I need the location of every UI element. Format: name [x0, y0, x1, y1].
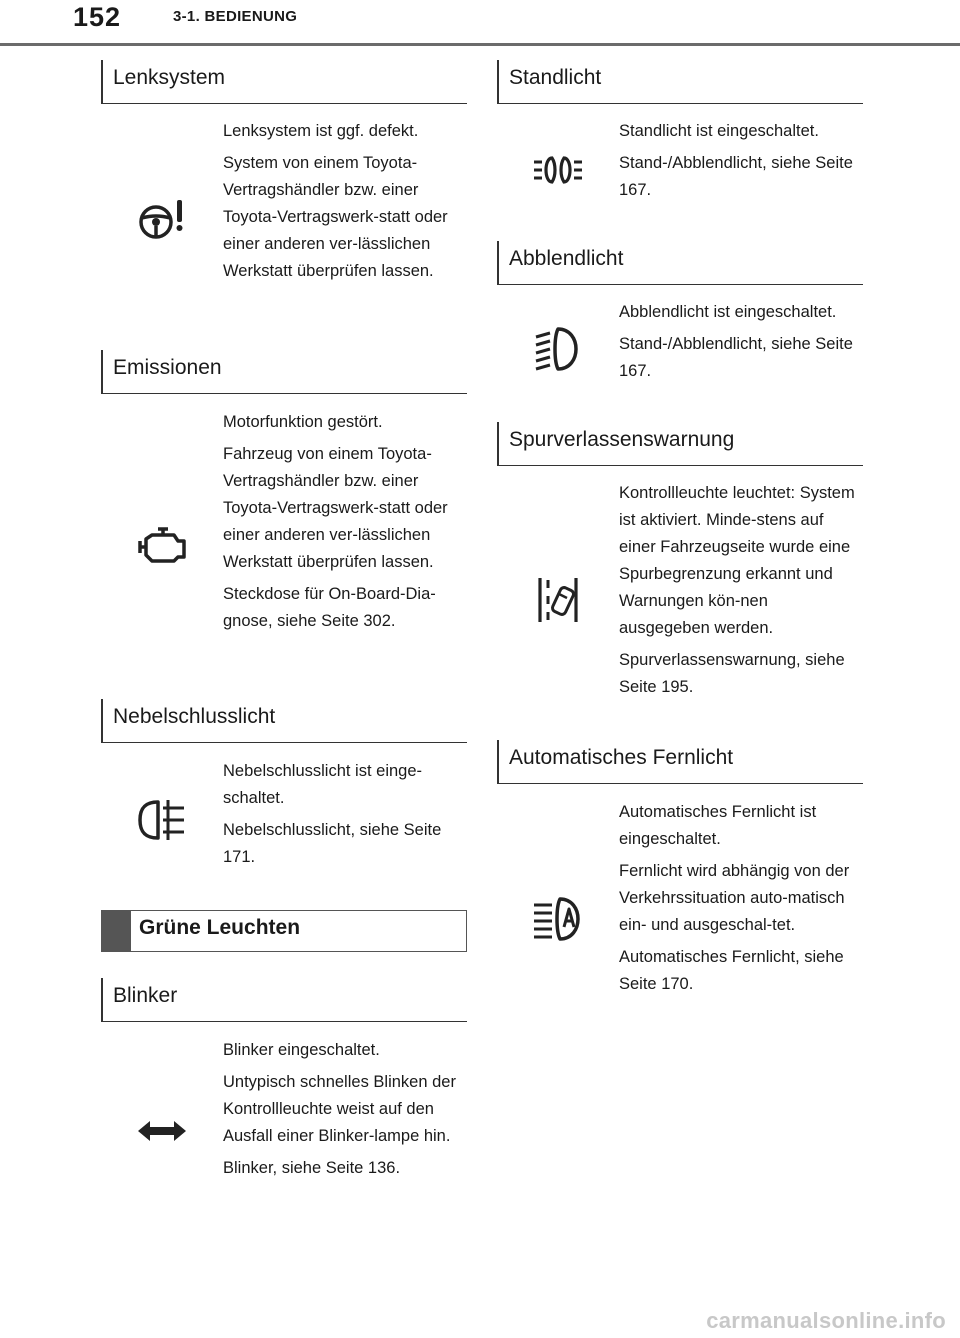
section-header-nebelschlusslicht: [101, 699, 467, 743]
entry-text: [619, 299, 859, 390]
entry-text: [619, 118, 859, 209]
text-line: System von einem Toyota-Vertragshändler bzw. einer Toyota-Vertragswerk-statt oder einer anderen ver-lässlichen Werkstatt überprüfen lassen.: [223, 154, 448, 280]
text-line: Fernlicht wird abhängig von der Verkehrssituation auto-matisch ein- und ausgeschal-tet.: [619, 862, 850, 934]
rear-fog-light-icon: [136, 794, 188, 846]
section-title: Lenksystem: [113, 66, 226, 89]
text-line: Blinker, siehe Seite 136.: [223, 1159, 401, 1177]
page-header: [0, 0, 960, 46]
section-title: Automatisches Fernlicht: [509, 746, 734, 769]
entry-text: [223, 1037, 463, 1187]
text-line: Motorfunktion gestört.: [223, 413, 383, 431]
section-header-lenksystem: [101, 60, 467, 104]
watermark: carmanualsonline.info: [706, 1308, 946, 1333]
section-header-automatisches-fernlicht: [497, 740, 863, 784]
steering-warning-icon: [136, 194, 188, 246]
section-title: Nebelschlusslicht: [113, 705, 276, 728]
text-line: Abblendlicht ist eingeschaltet.: [619, 303, 837, 321]
entry-text: [619, 799, 859, 1003]
text-line: Stand-/Abblendlicht, siehe Seite 167.: [619, 154, 853, 199]
section-header-gruene-leuchten: [101, 910, 467, 952]
text-line: Automatisches Fernlicht ist eingeschaltet.: [619, 803, 817, 848]
text-line: Blinker eingeschaltet.: [223, 1041, 380, 1059]
section-header-emissionen: [101, 350, 467, 394]
entry-text: [223, 758, 463, 876]
section-title: Abblendlicht: [509, 247, 624, 270]
section-header-standlicht: [497, 60, 863, 104]
entry-text: [223, 409, 463, 640]
section-title: Grüne Leuchten: [139, 916, 301, 939]
text-line: Steckdose für On-Board-Dia-gnose, siehe Seite 302.: [223, 585, 436, 630]
section-title: Blinker: [113, 984, 178, 1007]
entry-text: [619, 480, 859, 706]
header-bar: [102, 911, 131, 951]
engine-icon: [136, 519, 188, 571]
section-title: Standlicht: [509, 66, 602, 89]
entry-text: [223, 118, 463, 290]
text-line: Untypisch schnelles Blinken der Kontrollleuchte weist auf den Ausfall einer Blinker-lampe hin.: [223, 1073, 456, 1145]
text-line: Kontrollleuchte leuchtet: System ist aktiviert. Minde-stens auf einer Fahrzeugseite wurde eine Spurbegrenzung erkannt und Warnungen kön-nen ausgegeben werden.: [619, 484, 855, 637]
text-line: Fahrzeug von einem Toyota-Vertragshändler bzw. einer Toyota-Vertragswerk-statt oder einer anderen ver-lässlichen Werkstatt überprüfen lassen.: [223, 445, 448, 571]
text-line: Lenksystem ist ggf. defekt.: [223, 122, 419, 140]
section-title: Emissionen: [113, 356, 222, 379]
chapter-title: 3-1. BEDIENUNG: [173, 8, 298, 25]
low-beam-icon: [532, 323, 584, 375]
text-line: Nebelschlusslicht, siehe Seite 171.: [223, 821, 442, 866]
text-line: Stand-/Abblendlicht, siehe Seite 167.: [619, 335, 853, 380]
turn-signal-icon: [136, 1105, 188, 1157]
section-header-spurverlassenswarnung: [497, 422, 863, 466]
lane-departure-icon: [532, 574, 584, 626]
section-header-abblendlicht: [497, 241, 863, 285]
text-line: Spurverlassenswarnung, siehe Seite 195.: [619, 651, 845, 696]
auto-high-beam-icon: [532, 893, 584, 945]
text-line: Standlicht ist eingeschaltet.: [619, 122, 819, 140]
section-title: Spurverlassenswarnung: [509, 428, 735, 451]
text-line: Nebelschlusslicht ist einge-schaltet.: [223, 762, 423, 807]
text-line: Automatisches Fernlicht, siehe Seite 170.: [619, 948, 844, 993]
parking-light-icon: [532, 144, 584, 196]
section-header-blinker: [101, 978, 467, 1022]
page-number: 152: [73, 2, 122, 32]
